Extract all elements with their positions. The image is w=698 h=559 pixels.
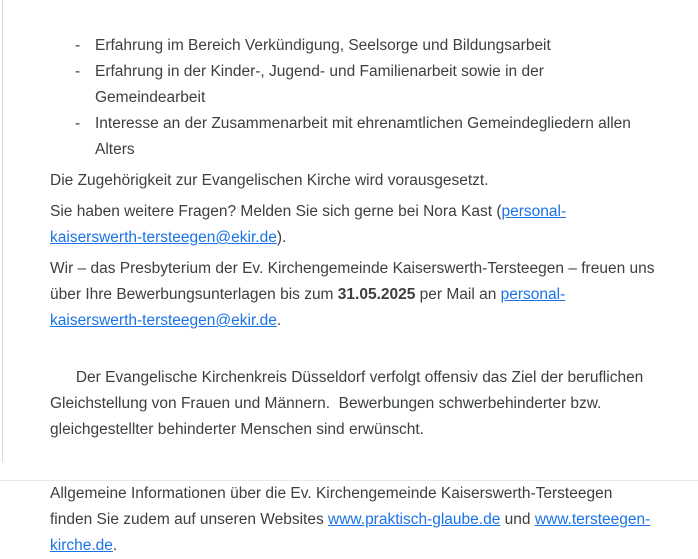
membership-text: Die Zugehörigkeit zur Evangelischen Kirche wird vorausgesetzt.: [50, 172, 489, 189]
email-link-questions[interactable]: personal-kaiserswerth-tersteegen@ekir.de: [50, 203, 567, 246]
bullet-marker: -: [75, 37, 81, 54]
questions-text-post: ).: [276, 229, 287, 246]
website-link-tersteegen-kirche[interactable]: www.tersteegen-kirche.de: [50, 511, 651, 554]
list-item: [50, 59, 656, 111]
bullet-text: Erfahrung in der Kinder-, Jugend- und Familienarbeit sowie in der Gemeindearbeit: [95, 63, 544, 106]
page-edge-line: [2, 0, 3, 462]
application-deadline: 31.05.2025: [337, 286, 416, 303]
equality-text: Der Evangelische Kirchenkreis Düsseldorf verfolgt offensiv das Ziel der beruflichen Gleichstellung von Frauen und Männern. Bewerbungen schwerbehinderter bzw. gleichgestellter behinderter Menschen sind erwünscht.: [50, 369, 648, 438]
bullet-marker: -: [75, 63, 81, 80]
document-content: [50, 33, 656, 559]
bullet-marker: -: [75, 115, 81, 132]
application-text-mid: per Mail an: [415, 286, 501, 303]
list-item: [50, 33, 656, 59]
paragraph-info: [50, 481, 656, 559]
application-text-pre: Wir – das Presbyterium der Ev. Kirchengemeinde Kaiserswerth-Tersteegen – freuen uns über Ihre Bewerbungsunterlagen bis zum: [50, 260, 655, 303]
bullet-list: [50, 33, 656, 163]
paragraph-equality: [50, 339, 656, 469]
questions-text-pre: Sie haben weitere Fragen? Melden Sie sich gerne bei Nora Kast (: [50, 203, 502, 220]
bullet-text: Interesse an der Zusammenarbeit mit ehrenamtlichen Gemeindegliedern allen Alters: [95, 115, 631, 158]
info-text-mid: und: [500, 511, 535, 528]
paragraph-membership: [50, 168, 656, 194]
bullet-text: Erfahrung im Bereich Verkündigung, Seelsorge und Bildungsarbeit: [95, 37, 551, 54]
paragraph-application: [50, 256, 656, 334]
website-link-praktisch-glaube[interactable]: www.praktisch-glaube.de: [328, 511, 501, 528]
list-item: [50, 111, 656, 163]
email-link-application[interactable]: personal-kaiserswerth-tersteegen@ekir.de: [50, 286, 566, 329]
paragraph-questions: [50, 199, 656, 251]
info-text-post: .: [112, 537, 118, 554]
info-text-pre: Allgemeine Informationen über die Ev. Kirchengemeinde Kaiserswerth-Tersteegen finden Sie zudem auf unseren Websites: [50, 485, 613, 528]
application-text-post: .: [276, 312, 282, 329]
